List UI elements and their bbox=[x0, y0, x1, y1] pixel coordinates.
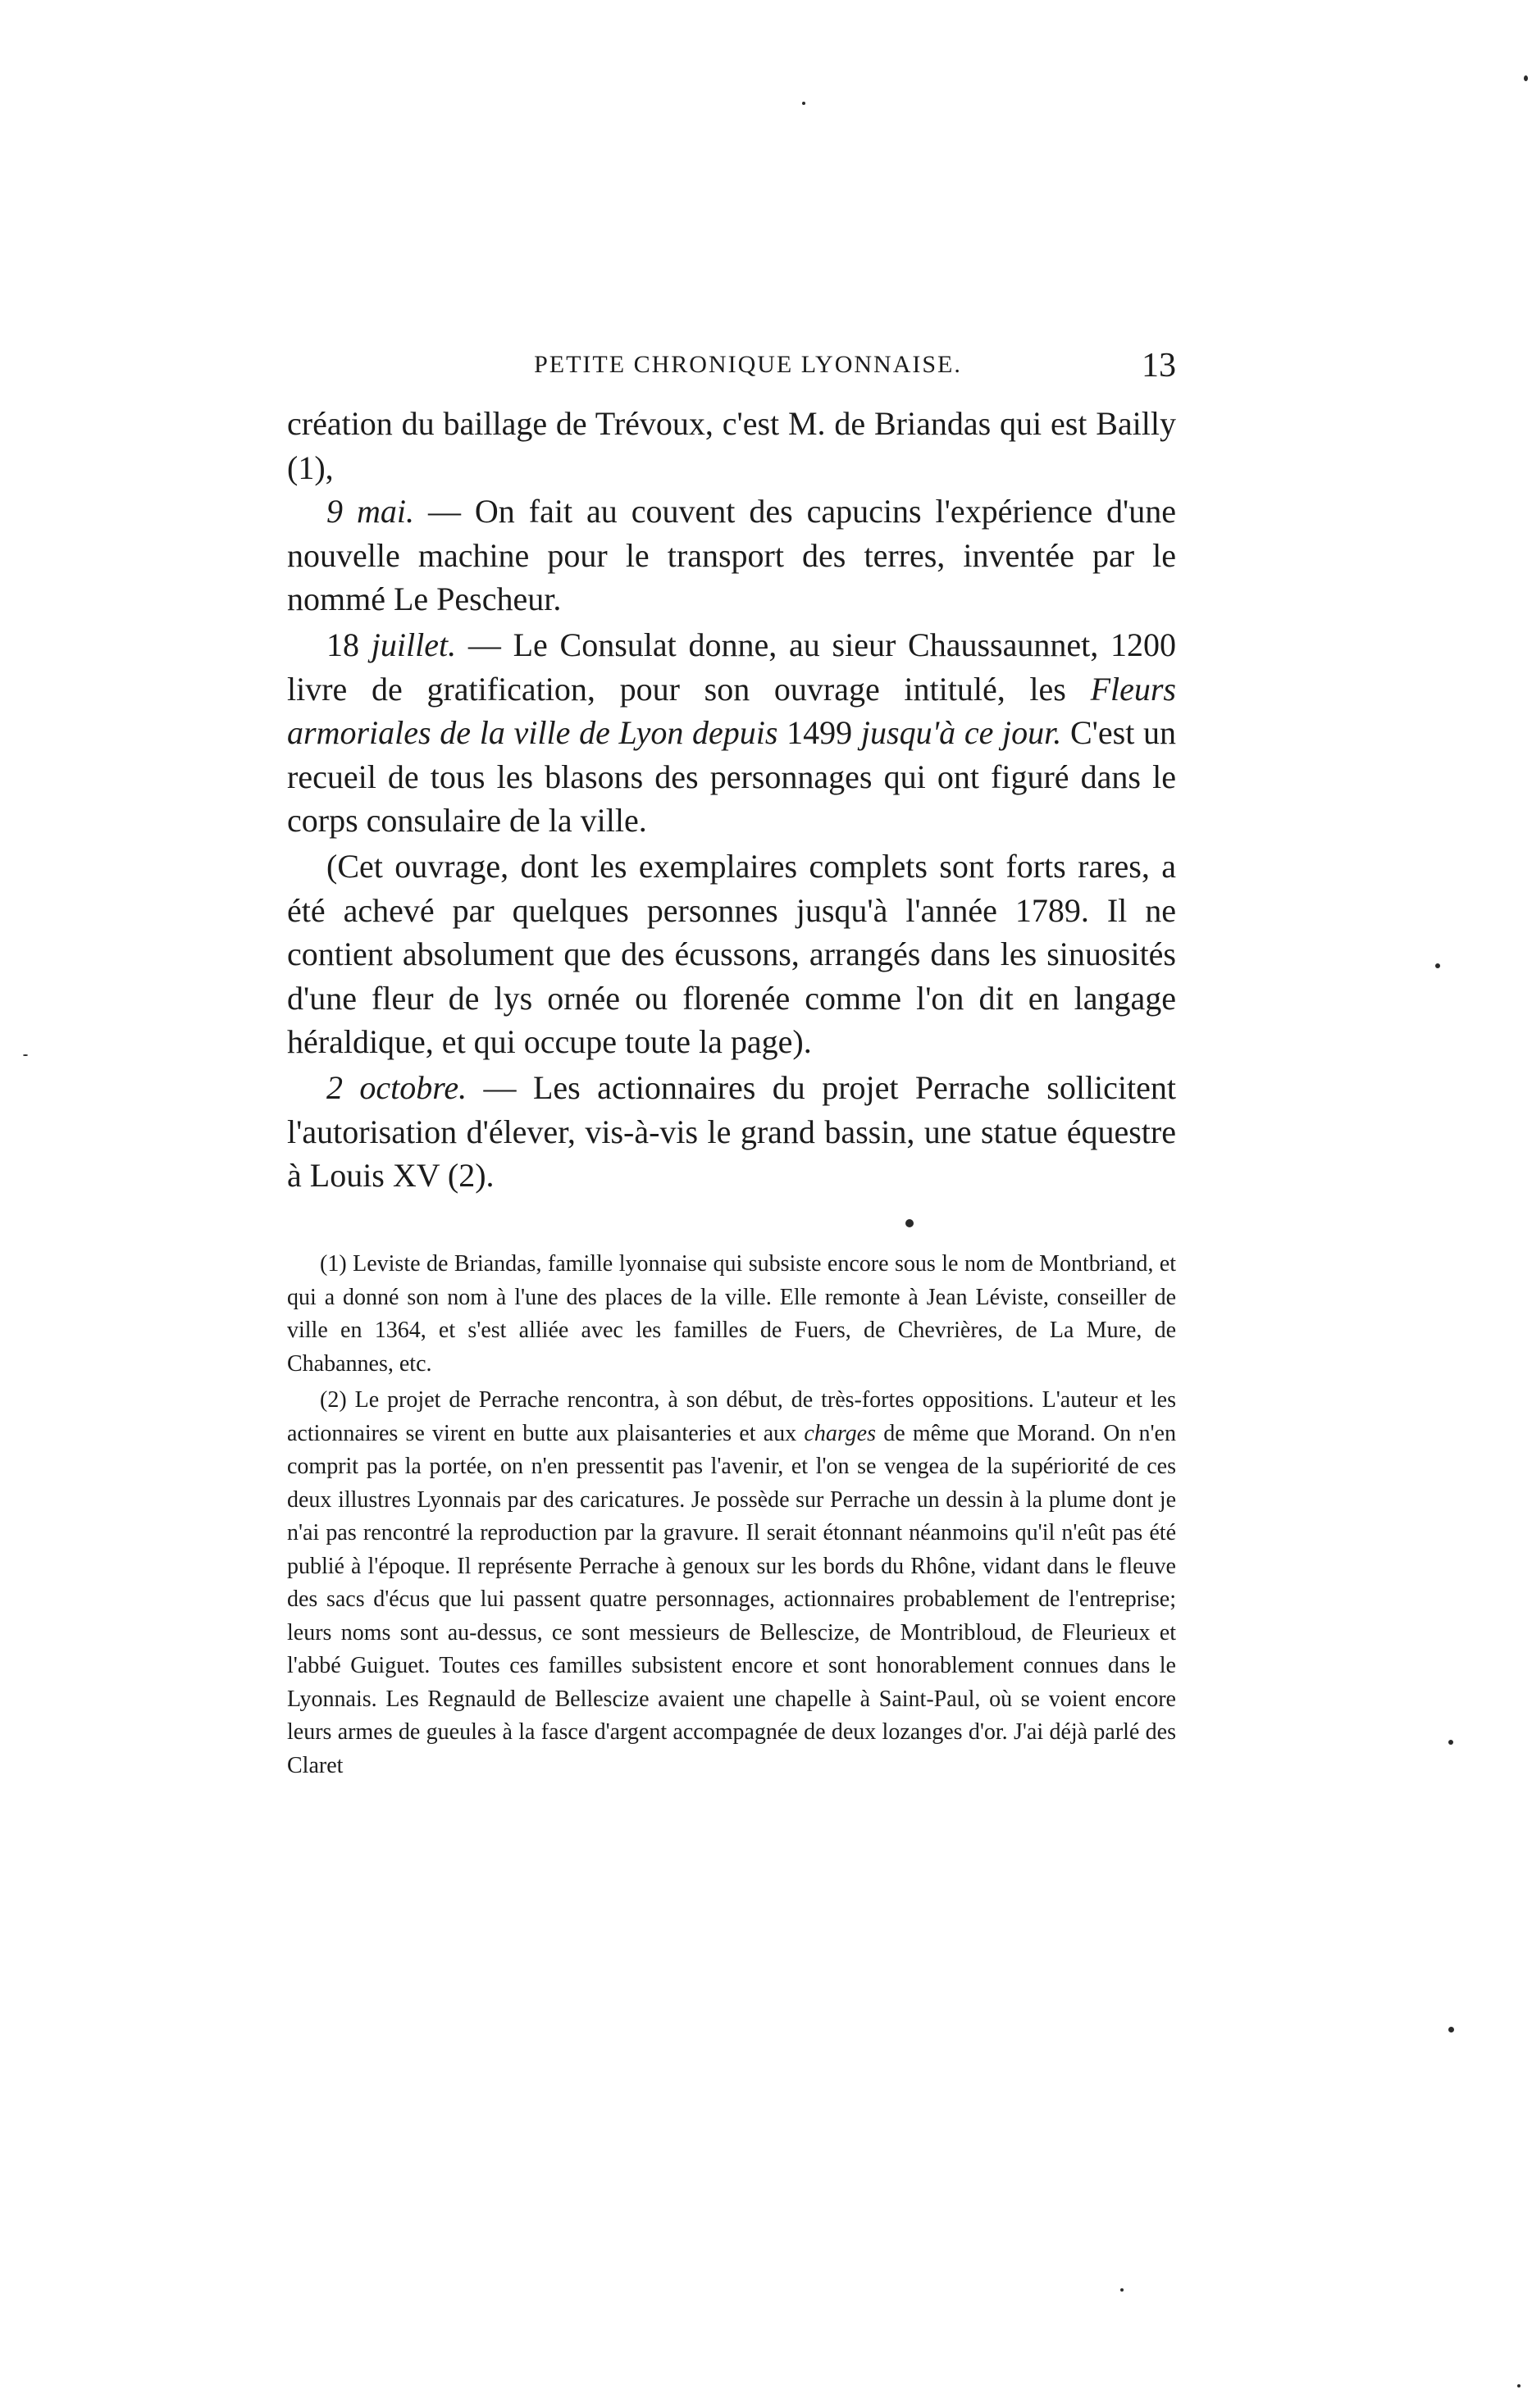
scan-speck bbox=[1517, 2384, 1521, 2388]
paragraph-text: C'est un recueil de tous les blasons des personnages qui ont figuré dans le corps consulaire de la ville. bbox=[287, 714, 1176, 840]
scan-speck bbox=[1120, 2288, 1124, 2292]
paragraph-9-mai bbox=[287, 489, 1176, 621]
paragraph-text: (Cet ouvrage, dont les exemplaires complets sont forts rares, a été achevé par quelques personnes jusqu'à l'année 1789. Il ne contient absolument que des écussons, arrangés dans les sinuosités d'une fleur de lys ornée ou florenée comme l'on dit en langage héraldique, et qui occupe toute la page). bbox=[287, 847, 1176, 1061]
scan-speck bbox=[23, 1054, 28, 1056]
scan-speck bbox=[1435, 963, 1440, 968]
section-separator-dot bbox=[905, 1219, 914, 1227]
scan-speck bbox=[1448, 1740, 1453, 1745]
paragraph-continuation bbox=[287, 402, 1176, 489]
footnote-text: de même que Morand. On n'en comprit pas la portée, on n'en pressentit pas l'avenir, et l'on se vengea de la supériorité de ces deux illustres Lyonnais par des caricatures. Je possède sur Perrache un dessin à la plume dont je n'ai pas rencontré la reproduction par la gravure. Il serait étonnant néanmoins qu'il n'eût pas été publié à l'époque. Il représente Perrache à genoux sur les bords du Rhône, vidant dans le fleuve des sacs d'écus que lui passent quatre personnages, actionnaires probablement de l'entreprise; leurs noms sont au-dessus, ce sont messieurs de Bellescize, de Montribloud, de Fleurieux et l'abbé Guiguet. Toutes ces familles subsistent encore et sont honorablement connues dans le Lyonnais. Les Regnauld de Bellescize avaient une chapelle à Saint-Paul, où se voient encore leurs armes de gueules à la fasce d'argent accompagnée de deux lozanges d'or. J'ai déjà parlé des Claret bbox=[287, 1420, 1176, 1778]
paragraph-18-juillet bbox=[287, 623, 1176, 843]
entry-date: 2 octobre. bbox=[326, 1068, 467, 1106]
main-text bbox=[287, 402, 1176, 1198]
running-header bbox=[287, 347, 1176, 400]
entry-date-month: juillet. bbox=[371, 626, 457, 663]
footnote-2 bbox=[287, 1384, 1176, 1782]
paragraph-text: — Le Consulat donne, au sieur Chaussaunnet, 1200 livre de gratification, pour son ouvrage intitulé, les bbox=[287, 626, 1176, 708]
footnote-1 bbox=[287, 1248, 1176, 1381]
footnote-text: (1) Leviste de Briandas, famille lyonnaise qui subsiste encore sous le nom de Montbriand, et qui a donné son nom à l'une des places de la ville. Elle remonte à Jean Léviste, conseiller de ville en 1364, et s'est alliée avec les familles de Fuers, de Chevrières, de La Mure, de Chabannes, etc. bbox=[287, 1251, 1176, 1377]
book-title-year: 1499 bbox=[777, 714, 861, 752]
footnote-italic: charges bbox=[804, 1420, 876, 1446]
paragraph-note-ouvrage bbox=[287, 844, 1176, 1064]
book-title-part-1: Fleurs armoriales de la ville de Lyon depuis bbox=[287, 670, 1176, 752]
footnote-text: (2) Le projet de Perrache rencontra, à son début, de très-fortes oppositions. L'auteur et les actionnaires se virent en butte aux plaisanteries et aux bbox=[287, 1387, 1176, 1446]
scan-speck bbox=[802, 102, 805, 105]
book-title-part-2: jusqu'à ce jour. bbox=[860, 714, 1062, 752]
paragraph-2-octobre bbox=[287, 1066, 1176, 1198]
scan-speck bbox=[1448, 2027, 1454, 2032]
paragraph-text: — On fait au couvent des capucins l'expérience d'une nouvelle machine pour le transport des terres, inventée par le nommé Le Pescheur. bbox=[287, 493, 1176, 618]
footnotes bbox=[287, 1248, 1176, 1782]
page-number: 13 bbox=[1142, 347, 1176, 385]
paragraph-text: création du baillage de Trévoux, c'est M. de Briandas qui est Bailly (1), bbox=[287, 405, 1176, 486]
scan-speck bbox=[1524, 75, 1528, 81]
paragraph-text: — Les actionnaires du projet Perrache sollicitent l'autorisation d'élever, vis-à-vis le grand bassin, une statue équestre à Louis XV (2). bbox=[287, 1068, 1177, 1195]
entry-date-number: 18 bbox=[326, 626, 372, 663]
entry-date: 9 mai. bbox=[326, 493, 414, 530]
running-title: PETITE CHRONIQUE LYONNAISE. bbox=[534, 351, 962, 378]
